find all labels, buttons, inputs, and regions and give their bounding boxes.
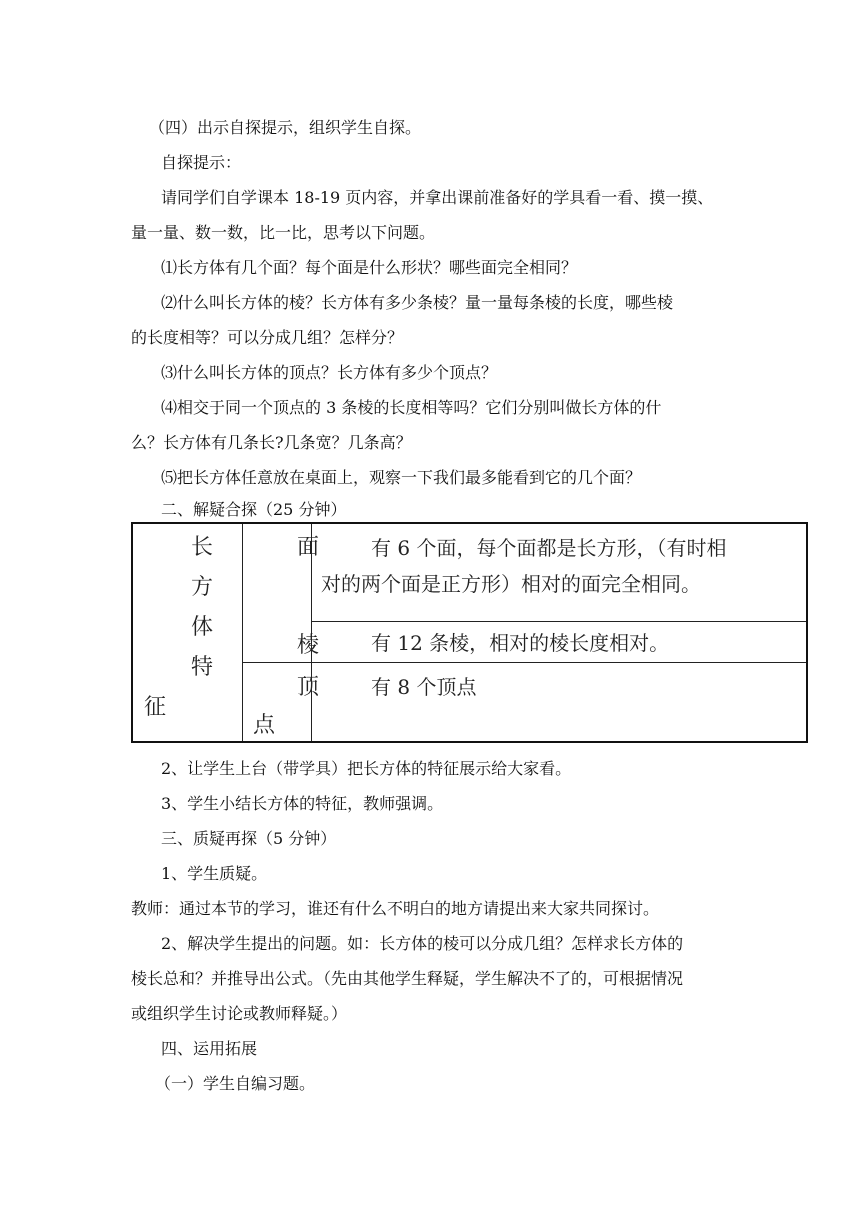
question-item: 么？长方体有几条长?几条宽？几条高？: [131, 433, 412, 452]
paragraph: 自探提示：: [161, 153, 242, 172]
row-label-clip: [293, 674, 320, 704]
question-item: ⑷相交于同一个顶点的 3 条棱的长度相等吗？它们分别叫做长方体的什: [161, 398, 662, 417]
question-item: ⑴长方体有几个面？每个面是什么形状？哪些面完全相同？: [161, 258, 578, 277]
paragraph: 或组织学生讨论或教师释疑。）: [131, 1004, 348, 1023]
row-label-clip: [293, 534, 320, 564]
table-title-char: 方: [191, 575, 214, 600]
paragraph: （一）学生自编习题。: [155, 1074, 316, 1093]
row-label-face: 面: [297, 535, 320, 560]
table-title-char: 征: [144, 695, 167, 720]
paragraph: 请同学们自学课本 18-19 页内容，并拿出课前准备好的学具看一看、摸一摸、: [161, 188, 714, 207]
table-divider: [242, 662, 806, 663]
section-heading: （四）出示自探提示，组织学生自探。: [149, 118, 422, 137]
question-item: ⑸把长方体任意放在桌面上，观察一下我们最多能看到它的几个面？: [161, 468, 642, 487]
paragraph: 2、让学生上台（带学具）把长方体的特征展示给大家看。: [161, 759, 572, 778]
paragraph: 1、学生质疑。: [161, 864, 268, 883]
paragraph: 教师：通过本节的学习，谁还有什么不明白的地方请提出来大家共同探讨。: [131, 899, 660, 918]
table-divider: [311, 621, 806, 622]
vertex-description: 有 8 个顶点: [371, 675, 477, 699]
question-item: ⑶什么叫长方体的顶点？长方体有多少个顶点？: [161, 363, 498, 382]
question-item: ⑵什么叫长方体的棱？长方体有多少条棱？量一量每条棱的长度，哪些棱: [161, 293, 674, 312]
table-title-char: 体: [191, 615, 214, 640]
table-title-char: 长: [191, 535, 214, 560]
section-heading: 二、解疑合探（25 分钟）: [161, 500, 347, 519]
paragraph: 量一量、数一数，比一比，思考以下问题。: [131, 223, 436, 242]
feature-table: [131, 522, 808, 743]
edge-description: 有 12 条棱，相对的棱长度相对。: [371, 631, 670, 655]
section-heading: 四、运用拓展: [161, 1039, 258, 1058]
question-item: 的长度相等？可以分成几组？怎样分？: [131, 328, 404, 347]
row-label-clip: [293, 632, 320, 662]
row-label-edge: 棱: [297, 633, 320, 658]
row-label-vertex-2: 点: [253, 713, 276, 738]
paragraph: 棱长总和？并推导出公式。（先由其他学生释疑，学生解决不了的，可根据情况: [131, 969, 684, 988]
table-divider: [242, 524, 243, 741]
table-title-char: 特: [191, 655, 214, 680]
paragraph: 2、解决学生提出的问题。如：长方体的棱可以分成几组？怎样求长方体的: [161, 934, 684, 953]
paragraph: 3、学生小结长方体的特征，教师强调。: [161, 794, 444, 813]
section-heading: 三、质疑再探（5 分钟）: [161, 829, 337, 848]
row-label-vertex: 顶: [297, 675, 320, 700]
face-description: 有 6 个面，每个面都是长方形，（有时相: [371, 536, 727, 560]
face-description: 对的两个面是正方形）相对的面完全相同。: [321, 572, 701, 596]
